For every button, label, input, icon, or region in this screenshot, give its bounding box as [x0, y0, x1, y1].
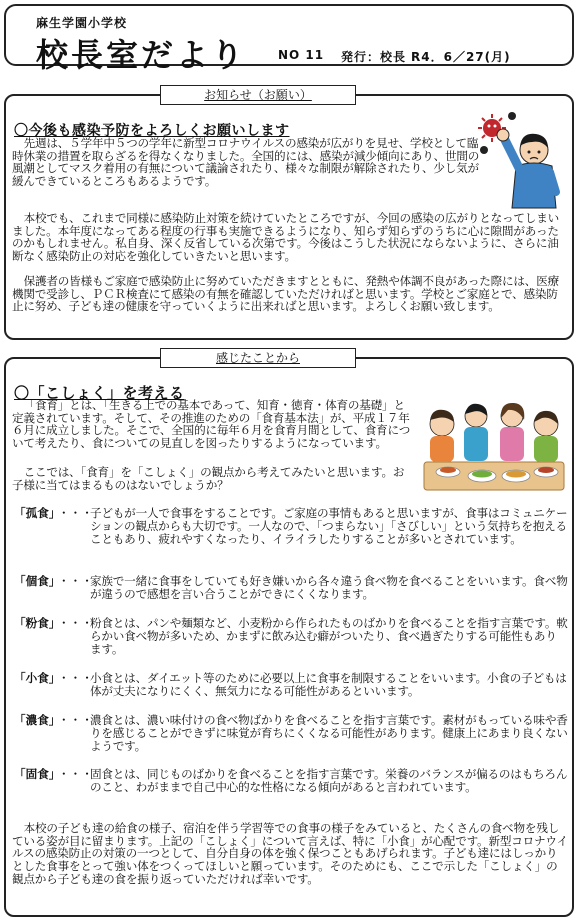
closing-paragraph: 本校の子ども達の給食の様子、宿泊を伴う学習等での食事の様子をみていると、たくさんの食べ物を残している姿が目に留まります。上記の「こしょく」について言えば、特に「小食」が心配です。新型コロナウイルスの感染防止の対策の一つとして、自分自身の体を強く保つこともあげられます。子ども達にはしっかりとした食事をとって強い体をつくってほしいと願っています。そのためにも、ここで示した「こしょく」の観点から子ども達の食を振り返っていただければ幸いです。 [12, 822, 568, 886]
notice-paragraph-2: 本校でも、これまで同様に感染防止対策を続けていたところですが、今回の感染の広がりとなってしまいました。本年度になってある程度の行事も実施できるようになり、知らず知らずのうちに心に隙間があったのかもしれません。私自身、深く反省している次第です。今後はこうした状況にならないように、さらに油断なく感染防止の対応を強化していきたいと思います。 [12, 212, 559, 263]
notice-paragraph-1: 先週は、５学年中５つの学年に新型コロナウイルスの感染が広がりを見せ、学校として臨時休業の措置を取らざるを得なくなりました。全国的には、感染が減少傾向にあり、世間の風潮としてマスク着用の有無について議論されたり、様々な制限が解除されたり、少し気が緩んできているところもあるようです。 [12, 137, 480, 188]
term-dots: ・・・ [58, 506, 93, 520]
intro-paragraph-2: ここでは、「食育」を「こしょく」の観点から考えてみたいと思います。お子様に当てはまるものはないでしょうか？ [12, 466, 405, 492]
term-label: 「小食」 [14, 671, 61, 685]
term-description: 固食とは、同じものばかりを食べることを指す言葉です。栄養のバランスが偏るのはもちろんのこと、わがままで自己中心的な性格になる傾向があると言われています。 [90, 767, 568, 794]
person-4 [534, 411, 558, 462]
notice-paragraph-3: 保護者の皆様もご家庭で感染防止に努めていただきますとともに、発熱や体調不良があった際には、医療機関で受診し、ＰＣＲ検査にて感染の有無を確認していただければと思います。学校とご家庭とで、感染防止に努め、子ども達の健康を守っていくように出来ればと思います。よろしくお願い致します。 [12, 275, 559, 314]
term-dots: ・・・ [58, 767, 93, 781]
term-dots: ・・・ [58, 671, 93, 685]
term-description: 子どもが一人で食事をすることです。ご家庭の事情もあると思いますが、食事はコミュニケーションの観点からも大切です。一人なので、「つまらない」「さびしい」という気持ちを抱えることもあり、疲れやすくなったり、イライラしたりすることが多いとされています。 [90, 506, 568, 546]
newsletter-header [4, 4, 574, 74]
term-label: 「固食」 [14, 767, 61, 781]
thoughts-tab: 感じたことから [160, 348, 356, 368]
term-dots: ・・・ [58, 574, 93, 588]
family-eating-illustration [418, 394, 568, 494]
term-dots: ・・・ [58, 616, 93, 630]
person-3 [500, 403, 524, 461]
newsletter-title: 校長室だより [36, 36, 247, 74]
term-label: 「個食」 [14, 574, 61, 588]
koshoku-heading: 〇「こしょく」を考える [14, 384, 185, 402]
publisher: 発行：校長 [341, 50, 407, 64]
term-label: 「粉食」 [14, 616, 61, 630]
term-description: 家族で一緒に食事をしていても好き嫌いから各々違う食べ物を食べることをいいます。食べ物が違うので感想を言い合うことができにくくなります。 [90, 574, 568, 601]
person-2 [464, 404, 488, 461]
issue-date: R4．6／27(月) [411, 50, 511, 64]
term-dots: ・・・ [58, 713, 93, 727]
intro-paragraph-1: 「食育」とは、「生きる上での基本であって、知育・徳育・体育の基礎」と定義されています。そして、その推進のための「食育基本法」が、平成１７年６月に成立しました。そこで、全国的に毎年６月を食育月間として、食育について考えたり、食についての見直しを図ったりするようになっています。 [12, 399, 411, 450]
notice-tab: お知らせ（お願い） [160, 85, 356, 105]
issue-number: NO 11 [278, 48, 325, 62]
virus-fighting-child-illustration [470, 108, 566, 212]
term-description: 小食とは、ダイエット等のために必要以上に食事を制限することをいいます。小食の子どもは体が丈夫になりにくく、無気力になる可能性があるといいます。 [90, 671, 567, 698]
notice-heading: 〇今後も感染予防をよろしくお願いします [14, 123, 290, 139]
term-label: 「濃食」 [14, 713, 61, 727]
term-description: 濃食とは、濃い味付けの食べ物ばかりを食べることを指す言葉です。素材がもっている味や香りを感じることができずに味覚が育ちにくくなる可能性があります。健康上にあまり良くないようです。 [90, 713, 568, 753]
school-name: 麻生学園小学校 [36, 16, 128, 30]
term-description: 粉食とは、パンや麺類など、小麦粉から作られたものばかりを食べることを指す言葉です。軟らかい食べ物が多いため、かまずに飲み込む癖がついたり、食べ過ぎたりする可能性もあります。 [90, 616, 568, 656]
term-label: 「孤食」 [14, 506, 61, 520]
person-1 [430, 410, 454, 462]
